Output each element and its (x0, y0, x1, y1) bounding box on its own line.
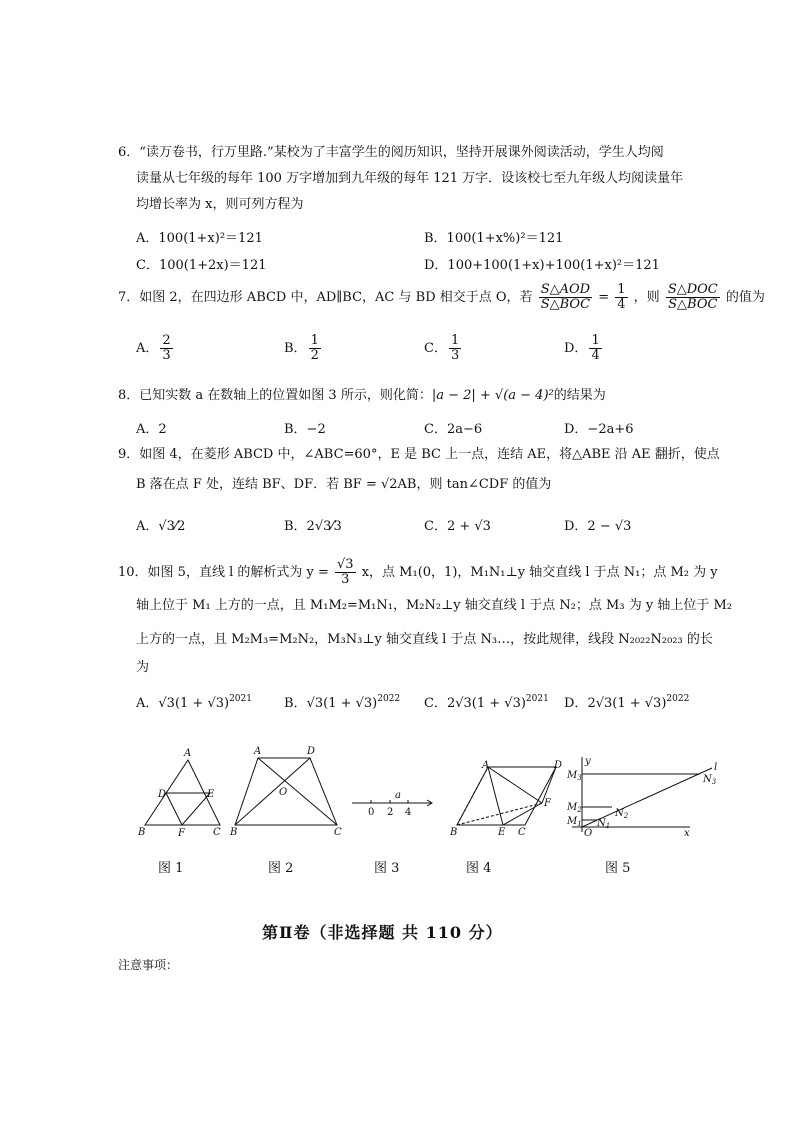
fig2-label-a: A (254, 746, 262, 757)
fig1-caption: 图 1 (158, 861, 184, 876)
q9-line1: 9．如图 4，在菱形 ABCD 中，∠ABC=60°，E 是 BC 上一点，连结 AE，将△ABE 沿 AE 翻折，使点 (118, 447, 720, 462)
fig1-label-d: D (158, 789, 167, 800)
fig5-label-o: O (584, 828, 593, 839)
q9-option-a: A．√3⁄2 (136, 519, 186, 534)
fig5-label-l: l (714, 762, 718, 773)
fig2-label-c: C (334, 827, 342, 838)
q6-option-a: A．100(1+x)²＝121 (136, 231, 263, 246)
q9-option-b: B．2√3⁄3 (284, 519, 342, 534)
q10-option-a: A．$√3(1 + √3)^{2021}$ (136, 694, 252, 711)
q8-option-a: A．2 (136, 422, 167, 437)
q7-option-d: D． $\frac{1}{4}$ (564, 333, 600, 363)
fig5-label-x: x (684, 828, 690, 839)
fig3-tick-2: 2 (387, 807, 394, 818)
fig1-label-f: F (178, 828, 185, 839)
fig5-label-m1: $M_1$ (567, 816, 582, 828)
q8-stem (118, 383, 606, 409)
q8-pre: 8．已知实数 a 在数轴上的位置如图 3 所示，则化简： (118, 388, 432, 403)
fig3-tick-0: 0 (368, 807, 375, 818)
q10-option-b: B．$√3(1 + √3)^{2022}$ (284, 694, 401, 711)
fig1-label-c: C (213, 827, 221, 838)
part2-notes: 注意事项： (118, 958, 179, 972)
q7-ratio: $\frac{\text{S△AOD}}{\text{S△BOC}}$ (540, 282, 591, 312)
q10-slope: $\frac{√3}{3}$ (337, 557, 354, 587)
fig4-label-d: D (554, 760, 563, 771)
q9-option-d: D．2 − √3 (564, 519, 632, 534)
q10-line1 (118, 558, 718, 588)
q7-option-b: B． $\frac{1}{2}$ (284, 333, 319, 363)
fig2-caption: 图 2 (268, 861, 294, 876)
q10-line4: 为 (136, 660, 150, 675)
fig5-caption: 图 5 (605, 861, 631, 876)
fig4-label-b: B (450, 827, 458, 838)
q9-option-c: C．2 + √3 (424, 519, 491, 534)
fig5-drawing (572, 757, 712, 832)
q6-option-b: B．100(1+x%)²＝121 (424, 231, 564, 246)
fig4-label-a: A (482, 760, 490, 771)
fig4-label-c: C (518, 827, 526, 838)
q7-ask: $\frac{\text{S△DOC}}{\text{S△BOC}}$ (667, 282, 718, 312)
q10-line3: 上方的一点，且 M₂M₃=M₂N₂，M₃N₃⊥y 轴交直线 l 于点 N₃…，按此规律，线段 N₂₀₂₂N₂₀₂₃ 的长 (136, 632, 713, 647)
fig5-label-y: y (585, 756, 591, 767)
fig4-caption: 图 4 (466, 861, 492, 876)
fig5-label-n2: $N_2$ (615, 808, 629, 820)
q9-line2: B 落在点 F 处，连结 BF、DF．若 BF = √2AB，则 tan∠CDF 的值为 (136, 477, 552, 492)
q6-line2: 读量从七年级的每年 100 万字增加到九年级的每年 121 万字．设该校七至九年级人均阅读量年 (136, 171, 684, 186)
fig3-tick-4: 4 (405, 807, 412, 818)
part2-title: 第Ⅱ卷（非选择题 共 110 分） (262, 923, 503, 942)
q10-line1-post: x，点 M₁(0，1)，M₁N₁⊥y 轴交直线 l 于点 N₁；点 M₂ 为 y (361, 565, 718, 580)
q10-option-c: C．$2√3(1 + √3)^{2021}$ (424, 694, 549, 711)
figures-row (0, 740, 794, 850)
fig1-label-b: B (138, 827, 146, 838)
fig3-label-a: a (395, 790, 401, 801)
q7-option-c: C． $\frac{1}{3}$ (424, 333, 460, 363)
q8-expr: |a − 2| + √(a − 4)² (431, 388, 554, 403)
fig4-label-e: E (498, 827, 506, 838)
fig1-label-a: A (184, 748, 192, 759)
q7-post: 的值为 (725, 290, 765, 305)
q8-post: 的结果为 (553, 388, 606, 403)
fig1-label-e: E (207, 789, 215, 800)
q7-stem (118, 283, 765, 313)
fig2-label-d: D (307, 746, 316, 757)
q8-option-b: B．−2 (284, 422, 326, 437)
fig2-label-b: B (230, 827, 238, 838)
fig5-label-m2: $M_2$ (567, 802, 582, 814)
fig5-label-n1: $N_1$ (597, 818, 611, 830)
fig5-label-n3: $N_3$ (703, 774, 717, 786)
q7-eq: = (598, 290, 610, 305)
q10-option-d: D．$2√3(1 + √3)^{2022}$ (564, 694, 690, 711)
q8-option-c: C．2a−6 (424, 422, 483, 437)
fig4-drawing (457, 767, 556, 825)
q7-value: $\frac{1}{4}$ (617, 282, 626, 312)
fig5-label-m3: $M_3$ (567, 770, 582, 782)
q7-option-a: A． $\frac{2}{3}$ (136, 333, 171, 363)
q6-line1: 6．“读万卷书，行万里路.”某校为了丰富学生的阅历知识，坚持开展课外阅读活动，学生人均阅 (118, 145, 664, 160)
q10-line1-pre: 10．如图 5，直线 l 的解析式为 y = (118, 565, 329, 580)
q7-mid: ，则 (633, 290, 660, 305)
q6-option-c: C．100(1+2x)＝121 (136, 258, 267, 273)
fig3-caption: 图 3 (374, 861, 400, 876)
q8-option-d: D．−2a+6 (564, 422, 634, 437)
q6-line3: 均增长率为 x，则可列方程为 (136, 197, 304, 212)
fig3-drawing (352, 800, 432, 806)
fig2-label-o: O (279, 787, 288, 798)
q10-line2: 轴上位于 M₁ 上方的一点，且 M₁M₂=M₁N₁，M₂N₂⊥y 轴交直线 l 于点 N₂；点 M₃ 为 y 轴上位于 M₂ (136, 598, 732, 613)
q7-pre: 7．如图 2，在四边形 ABCD 中，AD∥BC，AC 与 BD 相交于点 O，若 (118, 290, 533, 305)
q6-option-d: D．100+100(1+x)+100(1+x)²＝121 (424, 258, 660, 273)
fig4-label-f: F (544, 798, 551, 809)
